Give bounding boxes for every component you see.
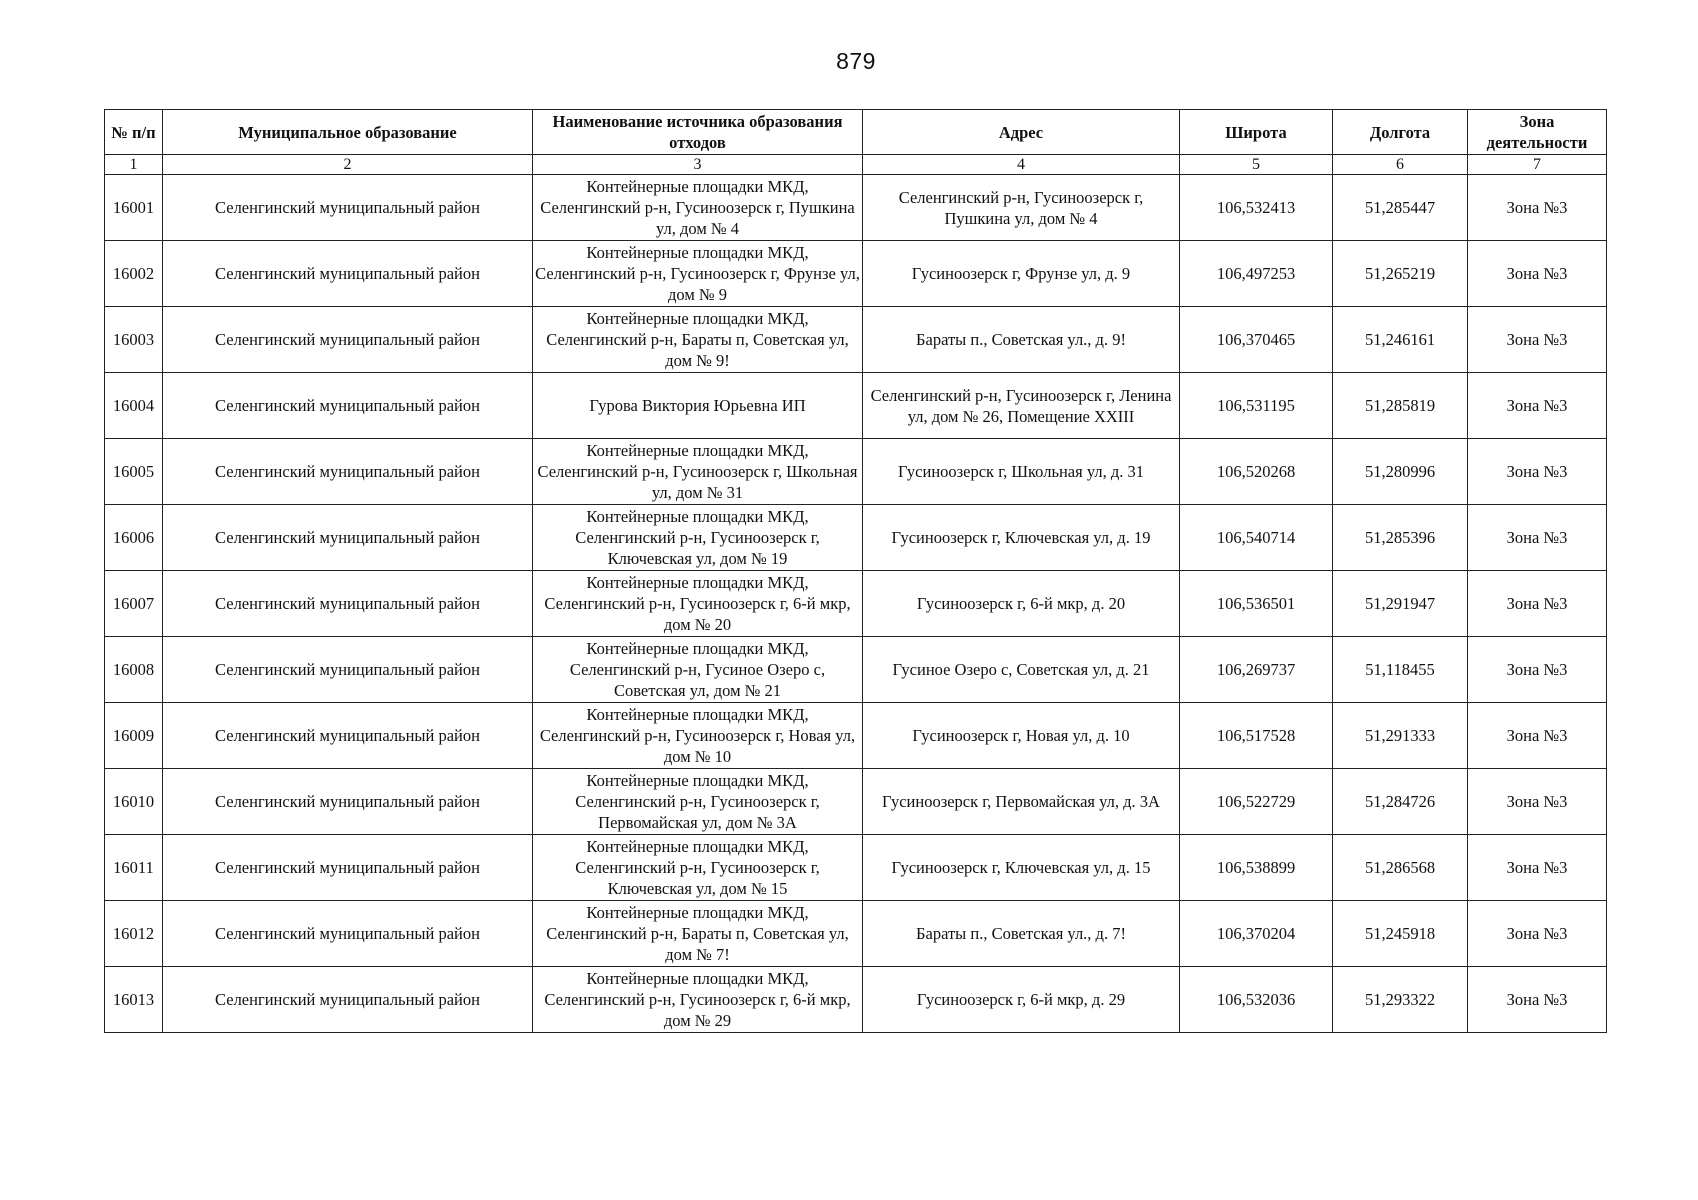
longitude-cell: 51,246161	[1333, 307, 1468, 373]
municipality-cell: Селенгинский муниципальный район	[163, 703, 533, 769]
municipality-cell: Селенгинский муниципальный район	[163, 307, 533, 373]
municipality-cell: Селенгинский муниципальный район	[163, 505, 533, 571]
row-number-cell: 16004	[105, 373, 163, 439]
address-cell: Гусиноозерск г, Ключевская ул, д. 19	[863, 505, 1180, 571]
row-number-cell: 16009	[105, 703, 163, 769]
row-number-cell: 16001	[105, 175, 163, 241]
zone-cell: Зона №3	[1468, 637, 1607, 703]
address-cell: Бараты п., Советская ул., д. 9!	[863, 307, 1180, 373]
header-cell: Долгота	[1333, 110, 1468, 155]
latitude-cell: 106,540714	[1180, 505, 1333, 571]
municipality-cell: Селенгинский муниципальный район	[163, 637, 533, 703]
zone-cell: Зона №3	[1468, 901, 1607, 967]
source-name-cell: Контейнерные площадки МКД, Селенгинский р-н, Гусиноозерск г, Школьная ул, дом № 31	[533, 439, 863, 505]
column-number-cell: 3	[533, 155, 863, 175]
source-name-cell: Контейнерные площадки МКД, Селенгинский р-н, Гусиноозерск г, Новая ул, дом № 10	[533, 703, 863, 769]
table-row	[105, 703, 1607, 769]
municipality-cell: Селенгинский муниципальный район	[163, 373, 533, 439]
longitude-cell: 51,118455	[1333, 637, 1468, 703]
longitude-cell: 51,291333	[1333, 703, 1468, 769]
municipality-cell: Селенгинский муниципальный район	[163, 241, 533, 307]
column-number-cell: 2	[163, 155, 533, 175]
source-name-cell: Контейнерные площадки МКД, Селенгинский р-н, Гусиное Озеро с, Советская ул, дом № 21	[533, 637, 863, 703]
municipality-cell: Селенгинский муниципальный район	[163, 175, 533, 241]
municipality-cell: Селенгинский муниципальный район	[163, 901, 533, 967]
longitude-cell: 51,285396	[1333, 505, 1468, 571]
address-cell: Селенгинский р-н, Гусиноозерск г, Пушкина ул, дом № 4	[863, 175, 1180, 241]
address-cell: Гусиноозерск г, Ключевская ул, д. 15	[863, 835, 1180, 901]
row-number-cell: 16003	[105, 307, 163, 373]
row-number-cell: 16010	[105, 769, 163, 835]
longitude-cell: 51,285447	[1333, 175, 1468, 241]
municipality-cell: Селенгинский муниципальный район	[163, 769, 533, 835]
table-row	[105, 439, 1607, 505]
zone-cell: Зона №3	[1468, 769, 1607, 835]
zone-cell: Зона №3	[1468, 703, 1607, 769]
row-number-cell: 16008	[105, 637, 163, 703]
page-number: 879	[836, 48, 876, 74]
address-cell: Гусиноозерск г, Новая ул, д. 10	[863, 703, 1180, 769]
address-cell: Бараты п., Советская ул., д. 7!	[863, 901, 1180, 967]
table-row	[105, 175, 1607, 241]
latitude-cell: 106,532036	[1180, 967, 1333, 1033]
address-cell: Гусиноозерск г, Первомайская ул, д. 3А	[863, 769, 1180, 835]
header-cell: Зона деятельности	[1468, 110, 1607, 155]
header-cell: Муниципальное образование	[163, 110, 533, 155]
latitude-cell: 106,370465	[1180, 307, 1333, 373]
source-name-cell: Контейнерные площадки МКД, Селенгинский р-н, Бараты п, Советская ул, дом № 9!	[533, 307, 863, 373]
zone-cell: Зона №3	[1468, 835, 1607, 901]
column-number-cell: 5	[1180, 155, 1333, 175]
column-number-cell: 1	[105, 155, 163, 175]
longitude-cell: 51,286568	[1333, 835, 1468, 901]
column-number-cell: 6	[1333, 155, 1468, 175]
table-row	[105, 307, 1607, 373]
source-name-cell: Контейнерные площадки МКД, Селенгинский р-н, Гусиноозерск г, Ключевская ул, дом № 19	[533, 505, 863, 571]
longitude-cell: 51,280996	[1333, 439, 1468, 505]
longitude-cell: 51,285819	[1333, 373, 1468, 439]
longitude-cell: 51,245918	[1333, 901, 1468, 967]
table-body	[105, 155, 1607, 1033]
table-row	[105, 637, 1607, 703]
row-number-cell: 16007	[105, 571, 163, 637]
source-name-cell: Контейнерные площадки МКД, Селенгинский р-н, Гусиноозерск г, Фрунзе ул, дом № 9	[533, 241, 863, 307]
row-number-cell: 16005	[105, 439, 163, 505]
table-row	[105, 505, 1607, 571]
zone-cell: Зона №3	[1468, 373, 1607, 439]
latitude-cell: 106,517528	[1180, 703, 1333, 769]
latitude-cell: 106,370204	[1180, 901, 1333, 967]
latitude-cell: 106,520268	[1180, 439, 1333, 505]
municipality-cell: Селенгинский муниципальный район	[163, 967, 533, 1033]
zone-cell: Зона №3	[1468, 175, 1607, 241]
longitude-cell: 51,293322	[1333, 967, 1468, 1033]
zone-cell: Зона №3	[1468, 571, 1607, 637]
header-cell: Широта	[1180, 110, 1333, 155]
column-number-row	[105, 155, 1607, 175]
zone-cell: Зона №3	[1468, 505, 1607, 571]
table-row	[105, 967, 1607, 1033]
row-number-cell: 16011	[105, 835, 163, 901]
address-cell: Гусиноозерск г, 6-й мкр, д. 29	[863, 967, 1180, 1033]
table-row	[105, 901, 1607, 967]
header-cell: Адрес	[863, 110, 1180, 155]
header-cell: Наименование источника образования отходов	[533, 110, 863, 155]
header-cell: № п/п	[105, 110, 163, 155]
address-cell: Селенгинский р-н, Гусиноозерск г, Ленина ул, дом № 26, Помещение XXIII	[863, 373, 1180, 439]
zone-cell: Зона №3	[1468, 967, 1607, 1033]
latitude-cell: 106,269737	[1180, 637, 1333, 703]
table-row	[105, 571, 1607, 637]
longitude-cell: 51,284726	[1333, 769, 1468, 835]
row-number-cell: 16013	[105, 967, 163, 1033]
address-cell: Гусиное Озеро с, Советская ул, д. 21	[863, 637, 1180, 703]
source-name-cell: Контейнерные площадки МКД, Селенгинский р-н, Гусиноозерск г, Пушкина ул, дом № 4	[533, 175, 863, 241]
address-cell: Гусиноозерск г, Школьная ул, д. 31	[863, 439, 1180, 505]
column-number-cell: 7	[1468, 155, 1607, 175]
row-number-cell: 16002	[105, 241, 163, 307]
latitude-cell: 106,531195	[1180, 373, 1333, 439]
latitude-cell: 106,497253	[1180, 241, 1333, 307]
longitude-cell: 51,265219	[1333, 241, 1468, 307]
table-row	[105, 373, 1607, 439]
row-number-cell: 16006	[105, 505, 163, 571]
municipality-cell: Селенгинский муниципальный район	[163, 439, 533, 505]
source-name-cell: Контейнерные площадки МКД, Селенгинский р-н, Гусиноозерск г, Ключевская ул, дом № 15	[533, 835, 863, 901]
address-cell: Гусиноозерск г, 6-й мкр, д. 20	[863, 571, 1180, 637]
municipality-cell: Селенгинский муниципальный район	[163, 835, 533, 901]
source-name-cell: Гурова Виктория Юрьевна ИП	[533, 373, 863, 439]
zone-cell: Зона №3	[1468, 241, 1607, 307]
latitude-cell: 106,522729	[1180, 769, 1333, 835]
zone-cell: Зона №3	[1468, 439, 1607, 505]
municipality-cell: Селенгинский муниципальный район	[163, 571, 533, 637]
row-number-cell: 16012	[105, 901, 163, 967]
source-name-cell: Контейнерные площадки МКД, Селенгинский р-н, Гусиноозерск г, Первомайская ул, дом № 3А	[533, 769, 863, 835]
longitude-cell: 51,291947	[1333, 571, 1468, 637]
latitude-cell: 106,536501	[1180, 571, 1333, 637]
column-number-cell: 4	[863, 155, 1180, 175]
source-name-cell: Контейнерные площадки МКД, Селенгинский р-н, Бараты п, Советская ул, дом № 7!	[533, 901, 863, 967]
latitude-cell: 106,532413	[1180, 175, 1333, 241]
header-row	[105, 110, 1607, 155]
table-row	[105, 769, 1607, 835]
latitude-cell: 106,538899	[1180, 835, 1333, 901]
table-row	[105, 835, 1607, 901]
source-name-cell: Контейнерные площадки МКД, Селенгинский р-н, Гусиноозерск г, 6-й мкр, дом № 29	[533, 967, 863, 1033]
source-name-cell: Контейнерные площадки МКД, Селенгинский р-н, Гусиноозерск г, 6-й мкр, дом № 20	[533, 571, 863, 637]
zone-cell: Зона №3	[1468, 307, 1607, 373]
waste-sources-table	[104, 109, 1607, 1033]
table-row	[105, 241, 1607, 307]
address-cell: Гусиноозерск г, Фрунзе ул, д. 9	[863, 241, 1180, 307]
